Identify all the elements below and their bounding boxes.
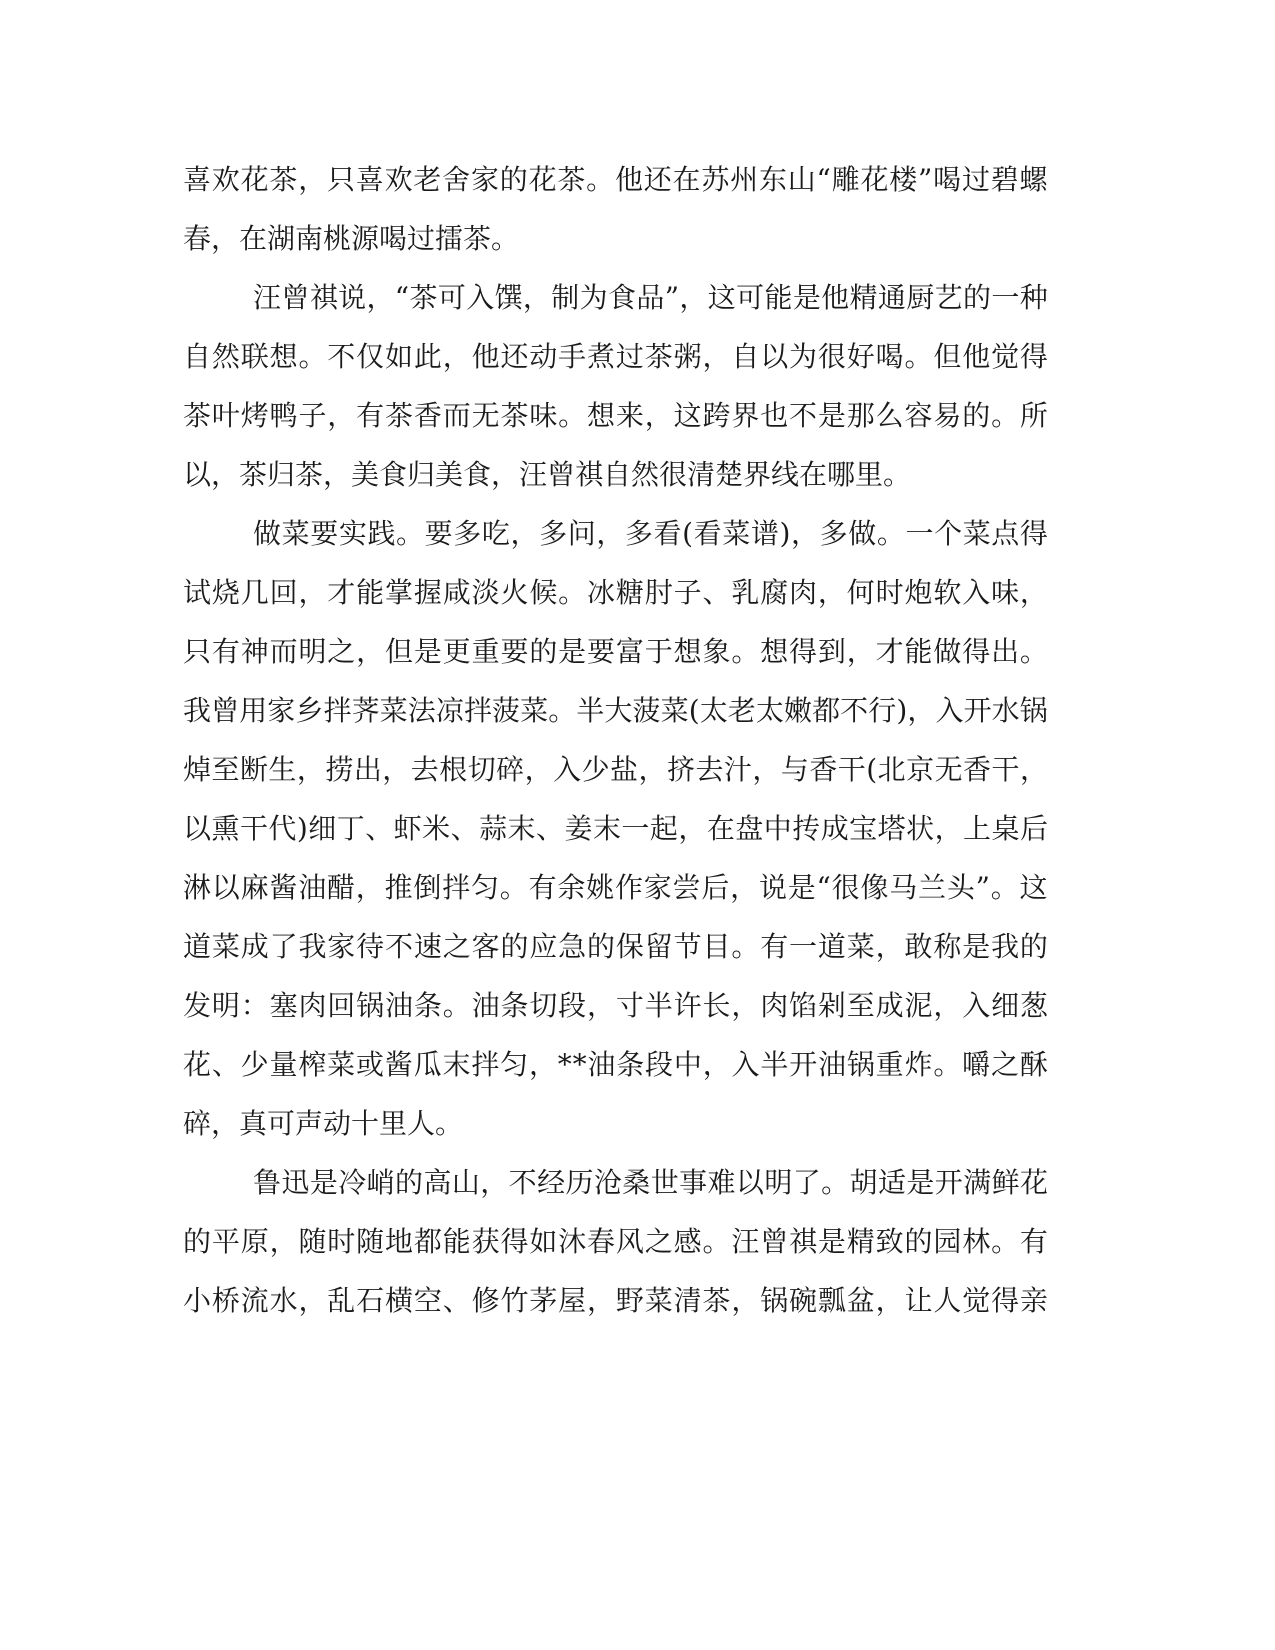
text-line: 喜 欢 花 茶 ， 只 喜 欢 老 舍 家 的 花 茶 。 他 还 在 苏 州 东 山 “ 雕 花 楼 ” 喝 过 碧 螺 (183, 163, 1048, 196)
text-line: 茶 叶 烤 鸭 子 ， 有 茶 香 而 无 茶 味 。 想 来 ， 这 跨 界 也 不 是 那 么 容 易 的 。 所 (183, 399, 1048, 432)
text-line: 鲁 迅 是 冷 峭 的 高 山 ， 不 经 历 沧 桑 世 事 难 以 明 了 。 胡 适 是 开 满 鲜 花 (253, 1166, 1048, 1199)
text-line: 道 菜 成 了 我 家 待 不 速 之 客 的 应 急 的 保 留 节 目 。 有 一 道 菜 ， 敢 称 是 我 的 (183, 930, 1048, 963)
text-line: 只 有 神 而 明 之 ， 但 是 更 重 要 的 是 要 富 于 想 象 。 想 得 到 ， 才 能 做 得 出 。 (183, 635, 1048, 668)
text-line: 小 桥 流 水 ， 乱 石 横 空 、 修 竹 茅 屋 ， 野 菜 清 茶 ， 锅 碗 瓢 盆 ， 让 人 觉 得 亲 (183, 1284, 1048, 1317)
text-line: 试 烧 几 回 ， 才 能 掌 握 咸 淡 火 候 。 冰 糖 肘 子 、 乳 腐 肉 ， 何 时 炮 软 入 味 ， (183, 576, 1048, 609)
text-line: 焯 至 断 生 ， 捞 出 ， 去 根 切 碎 ， 入 少 盐 ， 挤 去 汁 ， 与 香 干 ( 北 京 无 香 干 ， (183, 753, 1048, 786)
text-line: 以 熏 干 代 ) 细 丁 、 虾 米 、 蒜 末 、 姜 末 一 起 ， 在 盘 中 抟 成 宝 塔 状 ， 上 桌 后 (183, 812, 1048, 845)
text-line: 以，茶归茶，美食归美食，汪曾祺自然很清楚界线在哪里。 (183, 458, 912, 491)
text-line: 自 然 联 想 。 不 仅 如 此 ， 他 还 动 手 煮 过 茶 粥 ， 自 以 为 很 好 喝 。 但 他 觉 得 (183, 340, 1048, 373)
text-line: 做 菜 要 实 践 。 要 多 吃 ， 多 问 ， 多 看 ( 看 菜 谱 ) ， 多 做 。 一 个 菜 点 得 (253, 517, 1048, 550)
text-line: 花 、 少 量 榨 菜 或 酱 瓜 末 拌 匀 ， * * 油 条 段 中 ， 入 半 开 油 锅 重 炸 。 嚼 之 酥 (183, 1048, 1048, 1081)
text-line: 的 平 原 ， 随 时 随 地 都 能 获 得 如 沐 春 风 之 感 。 汪 曾 祺 是 精 致 的 园 林 。 有 (183, 1225, 1048, 1258)
text-line: 我 曾 用 家 乡 拌 荠 菜 法 凉 拌 菠 菜 。 半 大 菠 菜 ( 太 老 太 嫩 都 不 行 ) ， 入 开 水 锅 (183, 694, 1048, 727)
text-line: 发 明 ： 塞 肉 回 锅 油 条 。 油 条 切 段 ， 寸 半 许 长 ， 肉 馅 剁 至 成 泥 ， 入 细 葱 (183, 989, 1048, 1022)
text-line: 春，在湖南桃源喝过擂茶。 (183, 222, 520, 255)
body-text (183, 150, 1048, 1330)
text-line: 汪 曾 祺 说 ， “ 茶 可 入 馔 ， 制 为 食 品 ” ， 这 可 能 是 他 精 通 厨 艺 的 一 种 (253, 281, 1048, 314)
text-line: 淋 以 麻 酱 油 醋 ， 推 倒 拌 匀 。 有 余 姚 作 家 尝 后 ， 说 是 “ 很 像 马 兰 头 ” 。 这 (183, 871, 1048, 904)
text-line: 碎，真可声动十里人。 (183, 1107, 464, 1140)
